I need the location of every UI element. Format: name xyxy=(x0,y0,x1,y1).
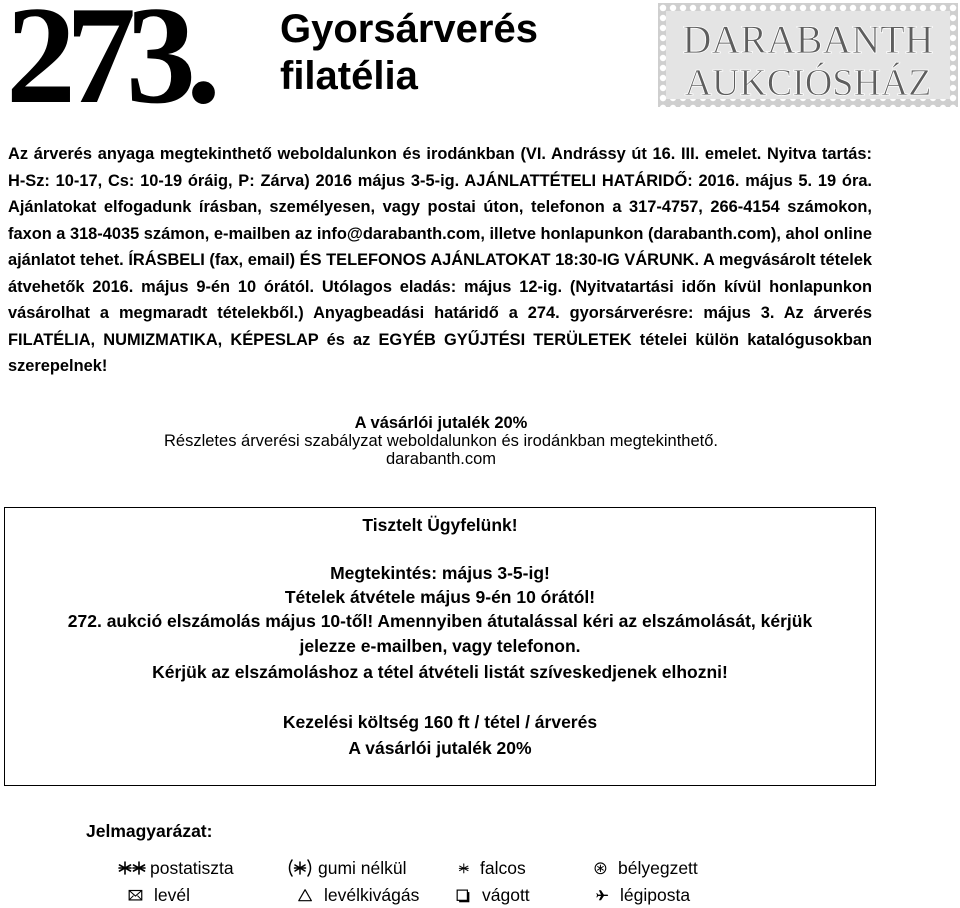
stamp-logo-graphic xyxy=(658,3,958,107)
notice-bring-list: Kérjük az elszámoláshoz a tétel átvételi listát szíveskedjenek elhozni! xyxy=(152,662,728,682)
legend-item-vagott xyxy=(456,885,530,906)
legend-item-legiposta xyxy=(596,885,690,906)
asterisk-icon xyxy=(458,859,476,879)
notice-fee: Kezelési költség 160 ft / tétel / árverés xyxy=(282,712,598,732)
commission-line: A vásárlói jutalék 20% xyxy=(354,414,528,432)
auction-intro-paragraph: Az árverés anyaga megtekinthető weboldalunkon és irodánkban (VI. Andrássy út 16. III. emelet. Nyitva tartás: H-Sz: 10-17, Cs: 10-19 óráig, P: Zárva) 2016 május 3-5-ig. AJÁNLATTÉTELI HATÁRIDŐ: 2016. május 5. 19 óra. Ajánlatokat elfogadunk írásban, személyesen, vagy postai úton, telefonon a 317-4757, 266-4154 számokon, faxon a 318-4035 számon, e-mailben az info@darabanth.com, illetve honlapunkon (darabanth.com), ahol online ajánlatot tehet. ÍRÁSBELI (fax, email) ÉS TELEFONOS AJÁNLATOKAT 18:30-IG VÁRUNK. A megvásárolt tételek átvehetők 2016. május 9-én 10 órától. Utólagos eladás: május 12-ig. (Nyitvatartási időn kívül honlapunkon vásárolhat a megmaradt tételekből.) Anyagbeadási határidő a 274. gyorsárverésre: május 3. Az árverés FILATÉLIA, NUMIZMATIKA, KÉPESLAP és az EGYÉB GYŰJTÉSI TERÜLETEK tételei külön katalógusokban szerepelnek! xyxy=(8,145,872,375)
notice-settlement-1: 272. aukció elszámolás május 10-től! Amennyiben átutalással kéri az elszámolását, kérjük xyxy=(67,611,813,631)
commission-info xyxy=(0,414,882,468)
legend-item-levelkivagas xyxy=(298,885,419,906)
legend-label: gumi nélkül xyxy=(318,858,407,878)
catalog-title xyxy=(280,6,538,100)
notice-commission: A vásárlói jutalék 20% xyxy=(348,738,532,758)
legend-label: levélkivágás xyxy=(324,885,420,905)
legend-item-falcos xyxy=(458,858,526,879)
legend-label: bélyegzett xyxy=(618,858,698,878)
double-asterisk-icon xyxy=(118,859,146,879)
triangle-icon xyxy=(298,886,320,906)
catalog-number: 273. xyxy=(6,0,211,133)
legend-item-belyegzett xyxy=(594,858,698,879)
rules-line: Részletes árverési szabályzat weboldalunkon és irodánkban megtekinthető. xyxy=(164,432,718,450)
title-line-1: Gyorsárverés xyxy=(280,7,538,51)
envelope-icon xyxy=(128,886,150,906)
notice-pickup: Tételek átvétele május 9-én 10 órától! xyxy=(284,587,596,607)
legend-label: levél xyxy=(154,885,190,905)
legend-label: falcos xyxy=(480,858,526,878)
notice-viewing: Megtekintés: május 3-5-ig! xyxy=(330,563,550,583)
logo-line-2: AUKCIÓSHÁZ xyxy=(684,62,932,104)
legend-item-gumi-nelkul xyxy=(286,858,407,879)
square-shadow-icon xyxy=(456,886,478,906)
title-line-2: filatélia xyxy=(280,54,418,98)
legend-label: légiposta xyxy=(620,885,691,905)
airplane-icon xyxy=(596,886,616,906)
circled-star-icon xyxy=(594,859,614,879)
website-line: darabanth.com xyxy=(385,450,497,468)
darabanth-logo xyxy=(658,3,958,107)
notice-greeting: Tisztelt Ügyfelünk! xyxy=(362,515,518,535)
logo-line-1: DARABANTH xyxy=(682,17,934,62)
legend-item-level xyxy=(128,885,190,906)
legend-label: vágott xyxy=(482,885,530,905)
customer-notice-box xyxy=(4,507,876,786)
legend-item-postatiszta xyxy=(118,858,234,879)
notice-settlement-2: jelezze e-mailben, vagy telefonon. xyxy=(299,636,581,656)
legend-title: Jelmagyarázat: xyxy=(86,821,213,841)
asterisk-in-parentheses-icon xyxy=(286,859,314,879)
legend-label: postatiszta xyxy=(150,858,234,878)
